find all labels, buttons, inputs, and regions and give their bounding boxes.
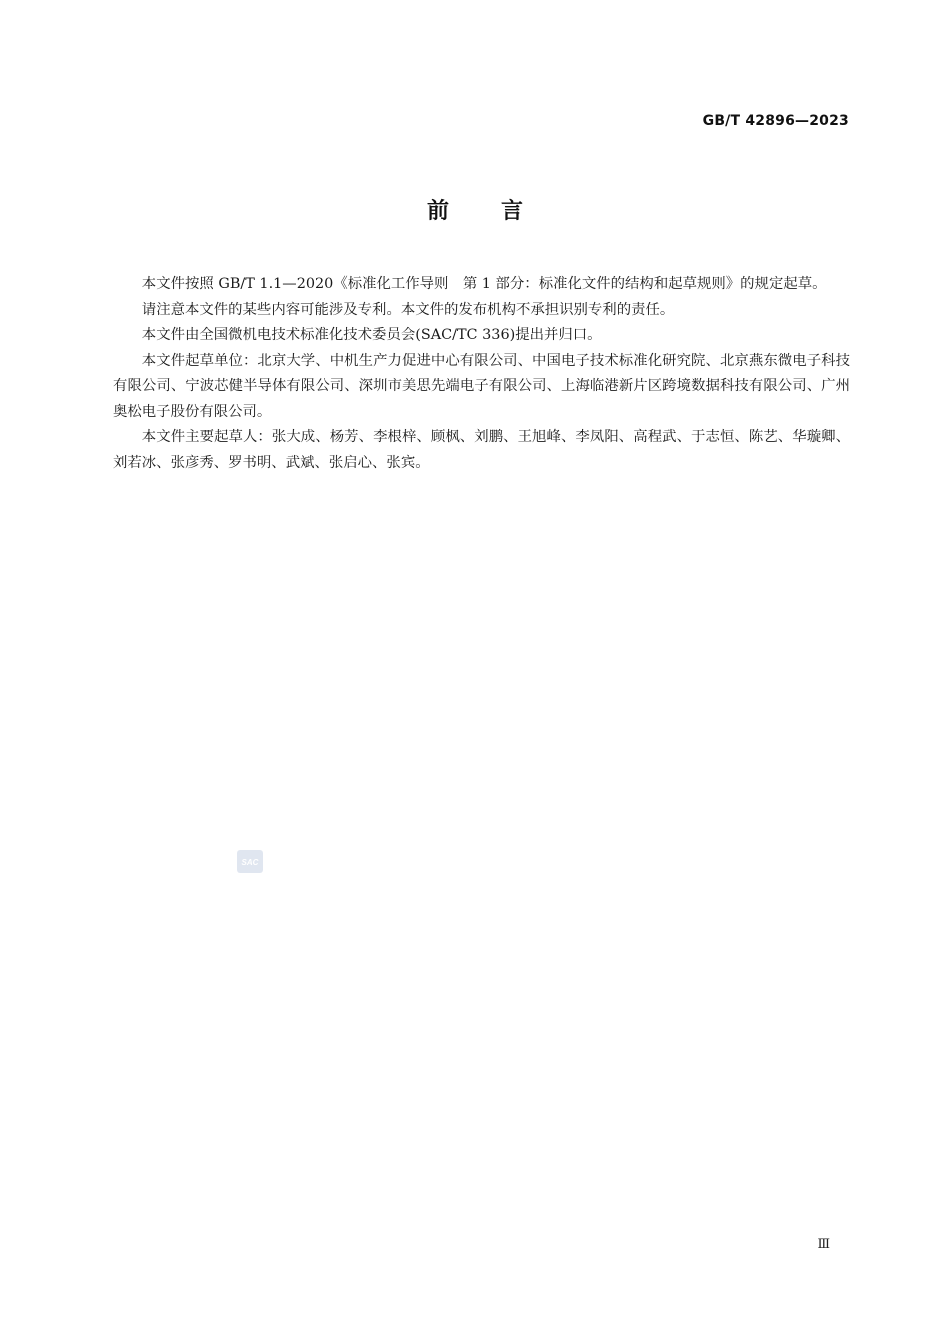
sac-watermark-logo <box>237 850 263 873</box>
foreword-body <box>113 272 850 476</box>
paragraph-proposer: 本文件由全国微机电技术标准化技术委员会(SAC/TC 336)提出并归口。 <box>141 327 602 343</box>
page-title <box>0 194 950 225</box>
paragraph-drafters: 本文件主要起草人：张大成、杨芳、李根梓、顾枫、刘鹏、王旭峰、李凤阳、高程武、于志恒、陈艺、华璇卿、刘若冰、张彦秀、罗书明、武斌、张启心、张宾。 <box>113 429 850 471</box>
paragraph-drafting-rules: 本文件按照 GB/T 1.1—2020《标准化工作导则 第 1 部分：标准化文件的结构和起草规则》的规定起草。 <box>141 276 827 292</box>
page-title-char-1: 前 <box>426 199 449 224</box>
standard-code: GB/T 42896—2023 <box>702 113 849 129</box>
paragraph-patent-notice: 请注意本文件的某些内容可能涉及专利。本文件的发布机构不承担识别专利的责任。 <box>141 301 675 318</box>
svg-text:SAC: SAC <box>241 858 259 867</box>
paragraph-drafting-units: 本文件起草单位：北京大学、中机生产力促进中心有限公司、中国电子技术标准化研究院、北京燕东微电子科技有限公司、宁波芯健半导体有限公司、深圳市美思先端电子有限公司、上海临港新片区跨境数据科技有限公司、广州奥松电子股份有限公司。 <box>113 352 850 420</box>
page-number: Ⅲ <box>817 1237 830 1252</box>
page-title-char-2: 言 <box>501 199 524 224</box>
